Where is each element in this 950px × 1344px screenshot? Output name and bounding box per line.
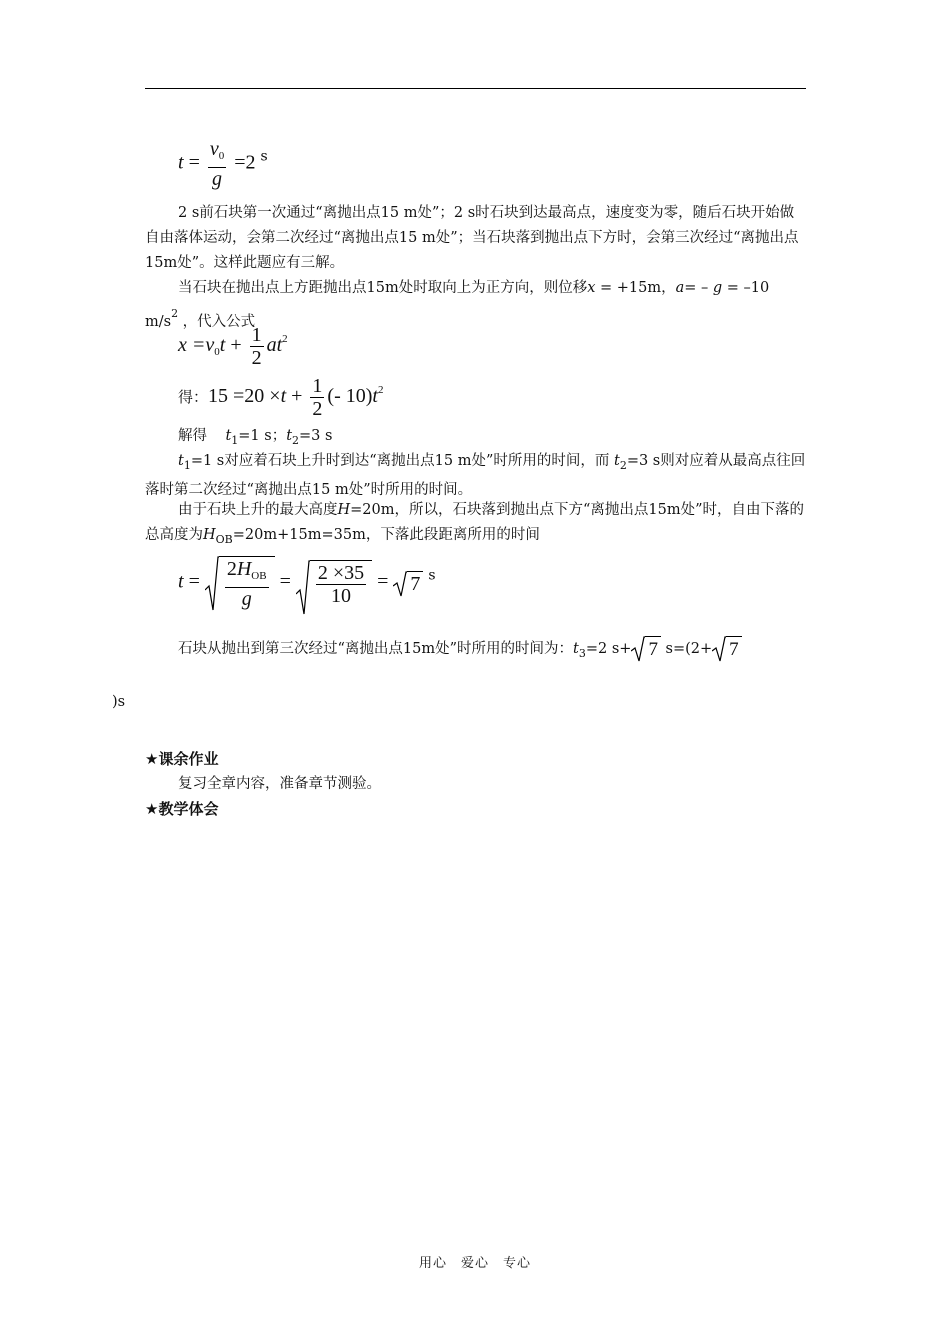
section-heading-reflection: ★教学体会 [145, 800, 219, 818]
var-t2: t [286, 428, 293, 444]
radicand: 7 [726, 636, 742, 662]
var-t: t [372, 385, 378, 408]
formula-fall-time [178, 556, 436, 610]
radical-icon [712, 636, 726, 662]
text-segment: s=(2+ [660, 641, 713, 657]
value-t1: =1 s； [238, 428, 287, 444]
text-segment: =20m+15m=35m，下落此段距离所用的时间 [232, 527, 540, 543]
paragraph-interpretation [145, 449, 806, 503]
var-t1: t [178, 453, 184, 469]
sqrt-seven [393, 571, 423, 596]
value-t2: =3 s [299, 428, 333, 444]
fraction-denominator: 2 [251, 347, 262, 369]
formula-unit: s [260, 148, 268, 165]
formula-equals: = [188, 151, 200, 174]
var-g: g [241, 588, 252, 610]
text-segment: = +15m， [595, 280, 676, 296]
radical-icon [631, 636, 645, 662]
formula-equals: = [188, 570, 200, 593]
superscript: 2 [377, 384, 384, 397]
formula-var-t: t [178, 151, 184, 174]
formula-fraction [316, 562, 366, 607]
subscript: 3 [578, 647, 586, 660]
subscript: 2 [619, 459, 627, 472]
coefficient: 2 [226, 558, 237, 580]
var-g: g [712, 280, 723, 296]
var-t: t [178, 570, 184, 593]
formula-equals: = [279, 570, 291, 593]
subscript: 1 [183, 459, 191, 472]
paragraph-total-time [112, 625, 806, 726]
sub-0: 0 [214, 346, 220, 359]
plus-sign: + [286, 385, 303, 408]
text-segment: 由于石块上升的最大高度 [178, 502, 338, 518]
formula-result: =2 [234, 151, 256, 174]
text-segment: =20m，所以，石块落到抛出点下方“离抛出点15m处”时，自由下落的总高度为 [145, 502, 805, 543]
text-segment: =2 s+ [585, 641, 632, 657]
text-segment: = – [684, 280, 713, 296]
formula-time-to-top [178, 138, 268, 190]
text-segment: 石块从抛出到第三次经过“离抛出点15m处”时所用的时间为： [178, 641, 574, 657]
radicand: 7 [645, 636, 661, 662]
radical-icon [393, 571, 407, 597]
sqrt-expression [296, 560, 372, 607]
var-H: H [337, 502, 351, 518]
text-segment: 当石块在抛出点上方距抛出点15m处时取向上为正方向，则位移 [178, 280, 588, 296]
var-v: v [209, 138, 219, 160]
fraction-numerator: 2 ×35 [317, 561, 365, 584]
formula-lhs: x = [178, 334, 206, 357]
homework-text: 复习全章内容，准备章节测验。 [178, 776, 381, 792]
text-segment: = –10 m/s [145, 280, 770, 330]
section-heading-homework: ★课余作业 [145, 750, 219, 768]
var-g: g [212, 168, 223, 190]
formula-substituted [178, 375, 383, 420]
fraction-numerator: 1 [312, 375, 323, 397]
subscript: 1 [231, 434, 239, 447]
fraction-numerator: 1 [251, 324, 262, 346]
var-t: t [280, 385, 287, 408]
subscript: 2 [292, 434, 300, 447]
formula-unit: s [428, 567, 436, 584]
sub-0: 0 [218, 150, 225, 162]
formula-paren: (- 10) [327, 385, 373, 408]
formula-fraction [208, 138, 226, 190]
var-HOB: H [203, 527, 216, 543]
plus-sign: + [225, 334, 242, 357]
text-segment: =3 s则对应着从最高点往回落时第二次经过“离抛出点15 m处”时所用的时间。 [145, 453, 806, 498]
formula-expr: 15 =20 × [208, 385, 281, 408]
radical-icon [296, 560, 310, 616]
fraction-denominator: 10 [331, 584, 351, 607]
formula-displacement [178, 324, 288, 369]
fraction-denominator [208, 168, 226, 190]
var-v: v [205, 334, 215, 357]
sqrt-expression [205, 556, 275, 610]
header-rule [145, 88, 806, 89]
text-segment: =1 s对应着石块上升时到达“离抛出点15 m处”时所用的时间，而 [190, 453, 614, 469]
fraction-numerator [208, 138, 226, 168]
superscript: 2 [171, 307, 179, 320]
var-x: x [587, 280, 596, 296]
fraction-numerator [225, 558, 269, 588]
sqrt-seven [631, 636, 661, 662]
var-at: at [266, 334, 283, 357]
formula-fraction [310, 375, 324, 420]
var-t2: t [614, 453, 620, 469]
sqrt-seven [712, 636, 742, 662]
subscript: OB [251, 570, 267, 582]
radicand: 7 [407, 571, 423, 596]
superscript: 2 [282, 333, 288, 346]
fraction-denominator: 2 [312, 398, 323, 420]
var-a: a [675, 280, 685, 296]
paragraph-fall-height [145, 498, 806, 552]
page-footer: 用心 爱心 专心 [418, 1256, 531, 1271]
var-t: t [219, 334, 226, 357]
paragraph-three-solutions: 2 s前石块第一次通过“离抛出点15 m处”；2 s时石块到达最高点，速度变为零，随后石块开始做自由落体运动，会第二次经过“离抛出点15 m处”；当石块落到抛出点下方时，会第三次经过“离抛出点15m处”。这样此题应有三解。 [145, 205, 799, 271]
formula-fraction [250, 324, 264, 369]
var-H: H [236, 558, 252, 580]
subscript: OB [215, 533, 233, 546]
text-segment: ，代入公式 [178, 314, 256, 330]
radical-icon [205, 556, 219, 612]
formula-equals: = [377, 570, 389, 593]
var-t1: t [225, 428, 232, 444]
formula-fraction [225, 558, 269, 610]
formula-prefix: 得： [178, 388, 209, 407]
text-segment: )s [112, 694, 126, 710]
fraction-denominator [225, 588, 269, 610]
var-t3: t [573, 641, 579, 657]
solution-label: 解得 [178, 428, 207, 444]
